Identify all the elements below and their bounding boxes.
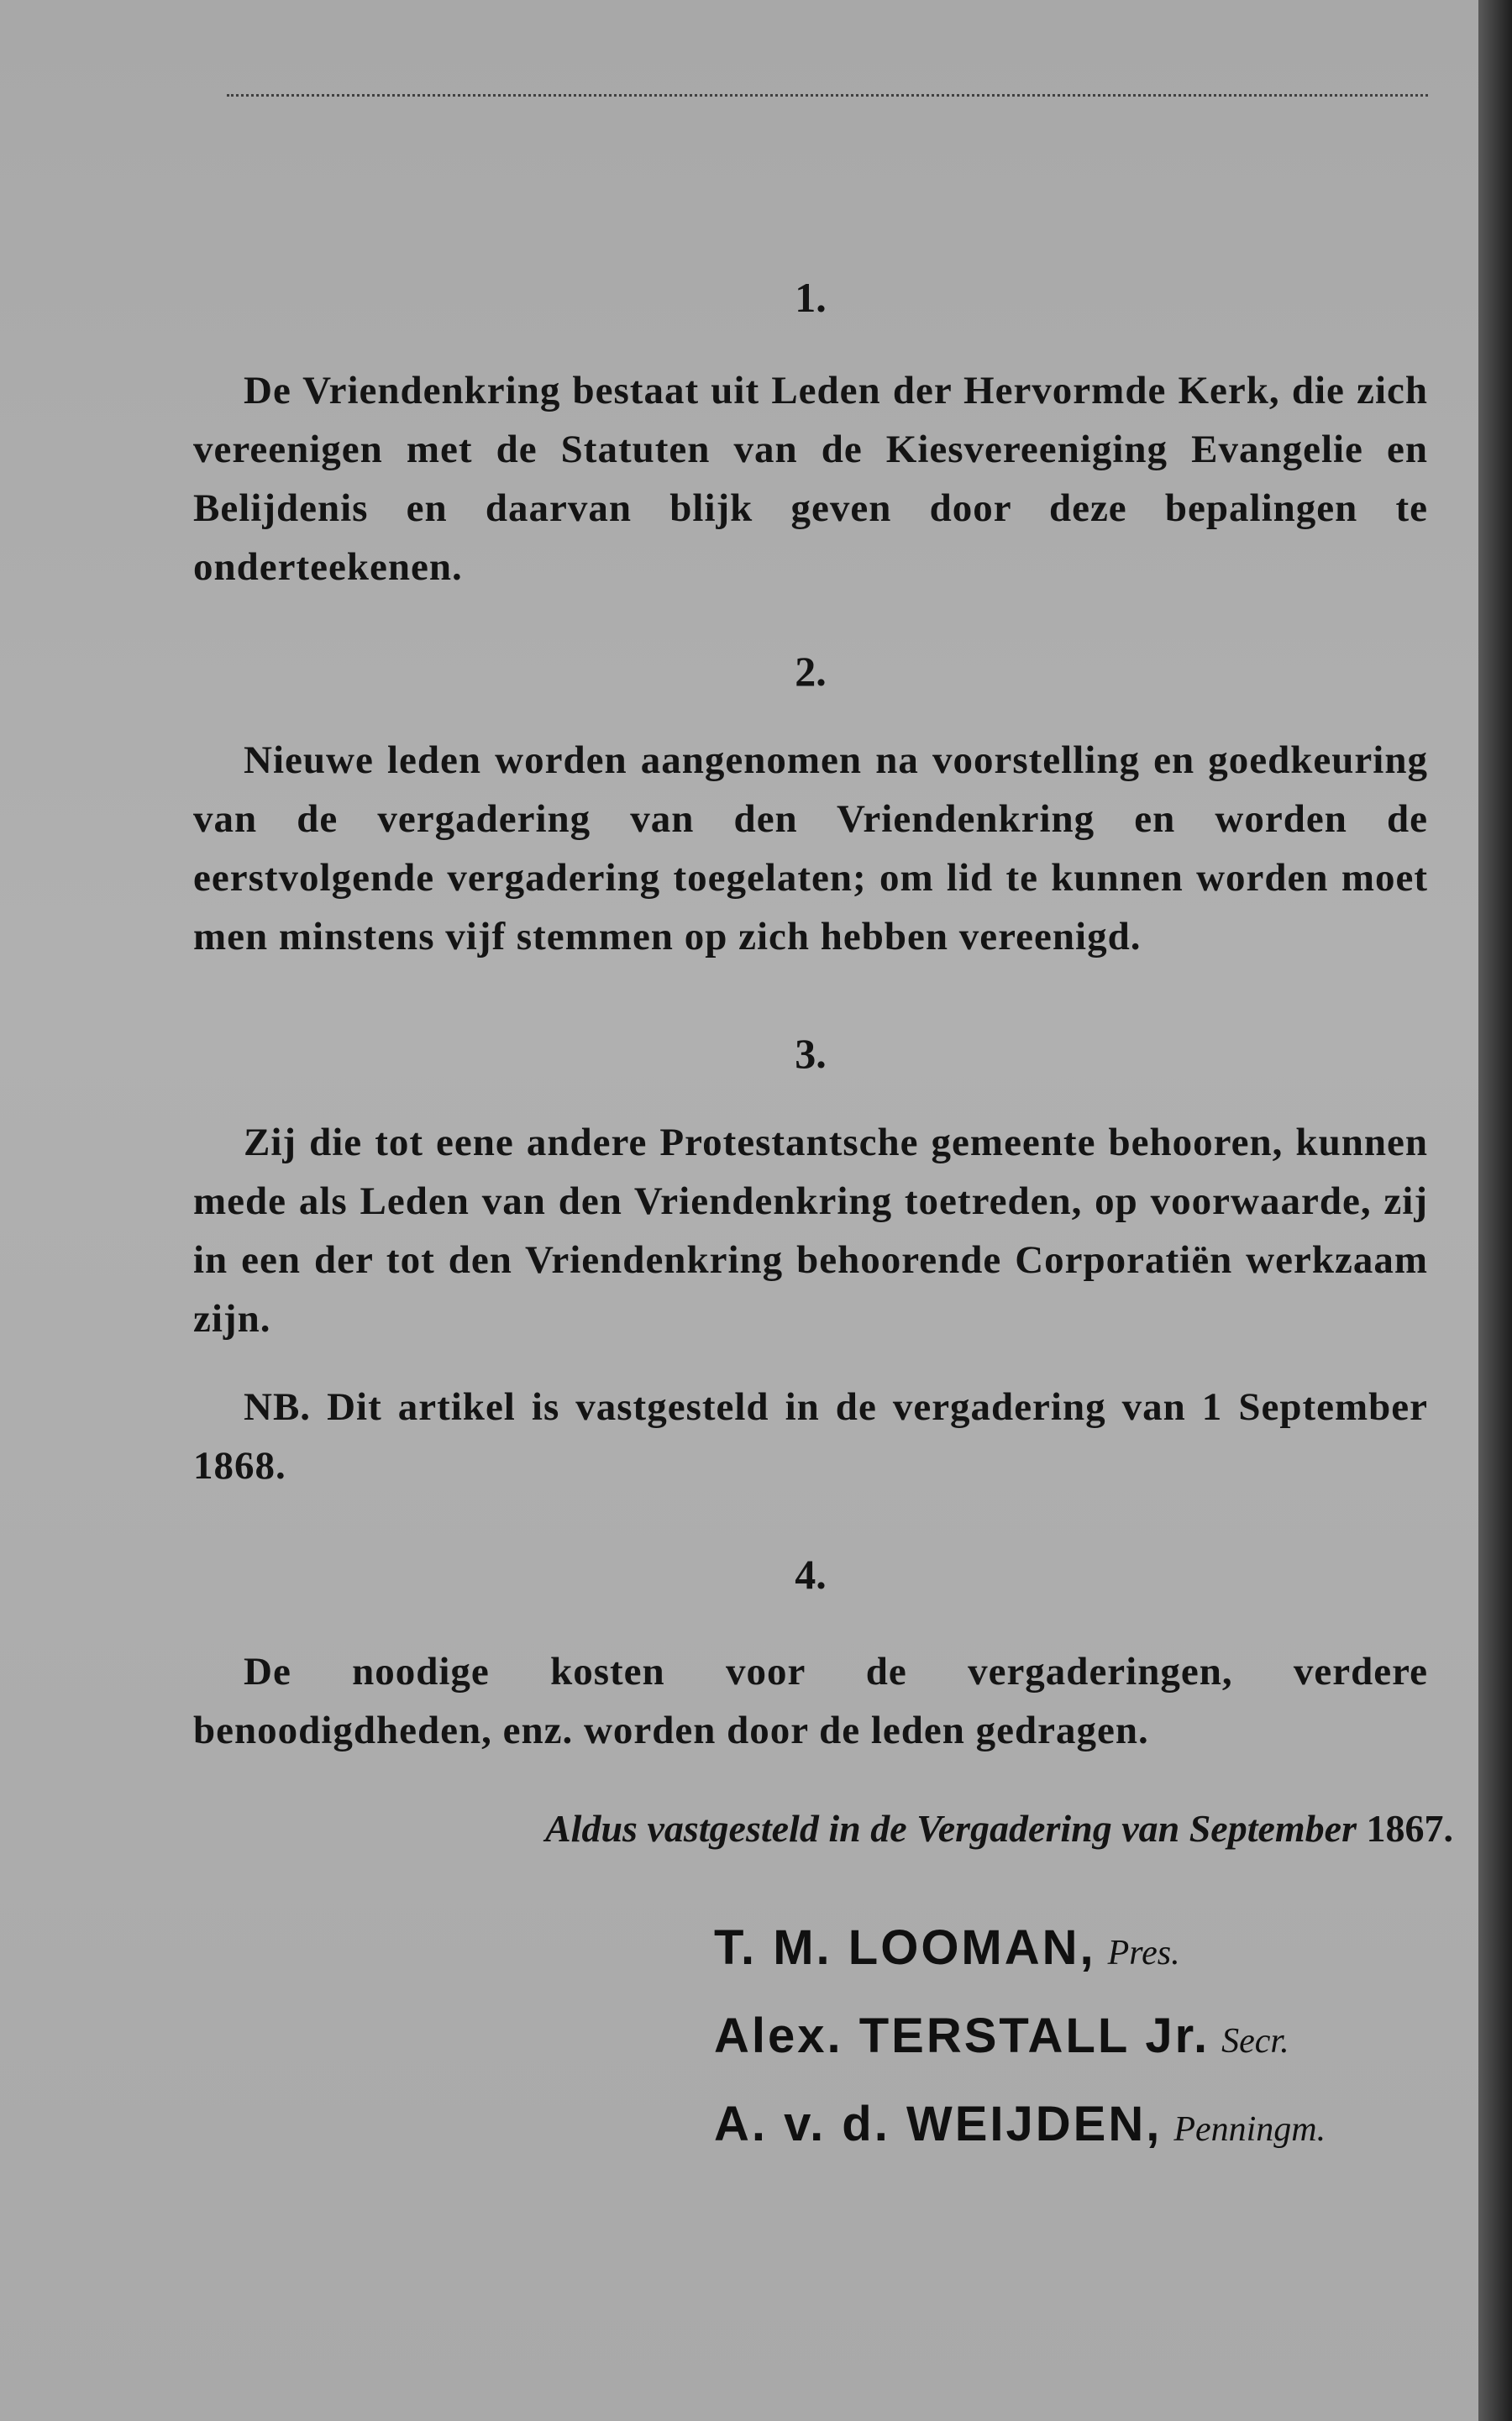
- closing-year: 1867.: [1366, 1807, 1453, 1850]
- signatory-president: [714, 1919, 1180, 1976]
- signatory-secretary: [714, 2008, 1289, 2064]
- page-edge-shadow: [1478, 0, 1512, 2421]
- article-number-4: 4.: [795, 1551, 827, 1598]
- article-number-1: 1.: [795, 274, 827, 321]
- signatory-treasurer: [714, 2096, 1326, 2152]
- article-text-3: Zij die tot eene andere Protestantsche gemeente behooren, kunnen mede als Leden van den Vriendenkring toetreden, op voorwaarde, zij in een der tot den Vriendenkring behoorende Corporatiën werkzaam zijn.: [193, 1121, 1428, 1341]
- signatory-name: Alex. TERSTALL Jr.: [714, 2009, 1210, 2063]
- article-text-1: De Vriendenkring bestaat uit Leden der Hervormde Kerk, die zich vereenigen met de Statuten van de Kiesvereeniging Evangelie en Belijdenis en daarvan blijk geven door deze bepalingen te onderteekenen.: [193, 369, 1428, 589]
- signatory-role: Pres.: [1107, 1934, 1180, 1972]
- signatory-name: A. v. d. WEIJDEN,: [714, 2097, 1163, 2151]
- signatory-role: Penningm.: [1173, 2110, 1326, 2149]
- closing-text: Aldus vastgesteld in de Vergadering van September: [545, 1807, 1357, 1850]
- article-number-3: 3.: [795, 1030, 827, 1077]
- article-text-2: Nieuwe leden worden aangenomen na voorstelling en goedkeuring van de vergadering van den Vriendenkring en worden de eerstvolgende vergadering toegelaten; om lid te kunnen worden moet men minstens vijf stemmen op zich hebben vereenigd.: [193, 738, 1428, 958]
- article-text-4: De noodige kosten voor de vergaderingen, verdere benoodigdheden, enz. worden door de leden gedragen.: [193, 1650, 1428, 1752]
- closing-line: [545, 1806, 1453, 1851]
- signatory-role: Secr.: [1221, 2022, 1289, 2061]
- article-number-2: 2.: [795, 648, 827, 695]
- top-divider: [227, 94, 1428, 97]
- article-note-3: NB. Dit artikel is vastgesteld in de vergadering van 1 September 1868.: [193, 1385, 1428, 1488]
- signatory-name: T. M. LOOMAN,: [714, 1920, 1096, 1975]
